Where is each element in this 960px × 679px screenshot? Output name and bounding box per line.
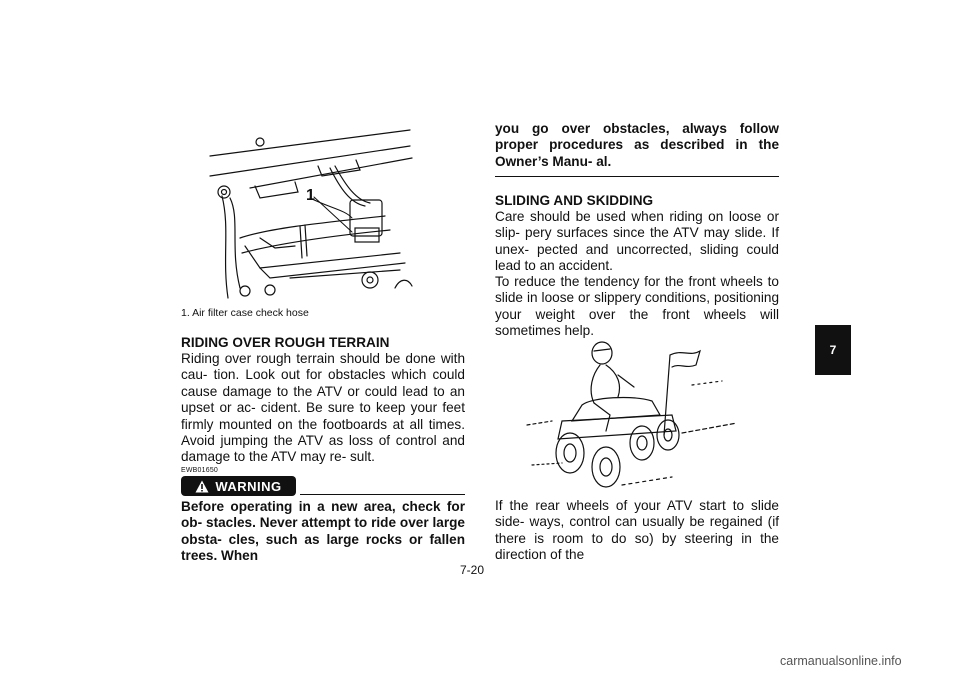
warning-triangle-icon <box>195 480 209 493</box>
figure-caption: 1. Air filter case check hose <box>181 307 309 319</box>
section-heading-sliding: SLIDING AND SKIDDING <box>495 193 654 208</box>
sliding-body-1: Care should be used when riding on loose or slip- pery surfaces since the ATV may slide. If unex- pected and uncorrected, sliding could lead to an accident. <box>495 209 779 274</box>
footer-watermark: carmanualsonline.info <box>780 654 902 668</box>
atv-rider-illustration <box>522 335 742 490</box>
warning-text-left: Before operating in a new area, check for ob- stacles. Never attempt to ride over large obsta- cles, such as large rocks or fallen trees. When <box>181 499 465 564</box>
sliding-body-2: To reduce the tendency for the front wheels to slide in loose or slippery conditions, positioning your weight over the front wheels will sometimes help. <box>495 274 779 339</box>
figure-callout-1: 1 <box>306 187 315 204</box>
air-filter-hose-illustration <box>200 128 415 303</box>
rough-terrain-body: Riding over rough terrain should be done with cau- tion. Look out for obstacles which could cause damage to the ATV or could lead to an upset or ac- cident. Be sure to keep your feet firmly mounted on the footboards at all times. Avoid jumping the ATV as loss of control and damage to the ATV may re- sult. <box>181 351 465 465</box>
warning-text-right: you go over obstacles, always follow proper procedures as described in the Owner’s Manu- al. <box>495 121 779 169</box>
page-number: 7-20 <box>460 563 485 577</box>
sliding-body-3: If the rear wheels of your ATV start to slide side- ways, control can usually be regained (if there is room to do so) by steering in the direction of the <box>495 498 779 563</box>
chapter-tab: 7 <box>815 325 851 375</box>
section-heading-rough-terrain: RIDING OVER ROUGH TERRAIN <box>181 335 390 350</box>
warning-code: EWB01650 <box>181 467 219 474</box>
warning-label: WARNING <box>215 478 282 494</box>
warning-badge <box>181 476 296 496</box>
warning-end-rule <box>495 176 779 177</box>
warning-rule <box>300 494 465 495</box>
